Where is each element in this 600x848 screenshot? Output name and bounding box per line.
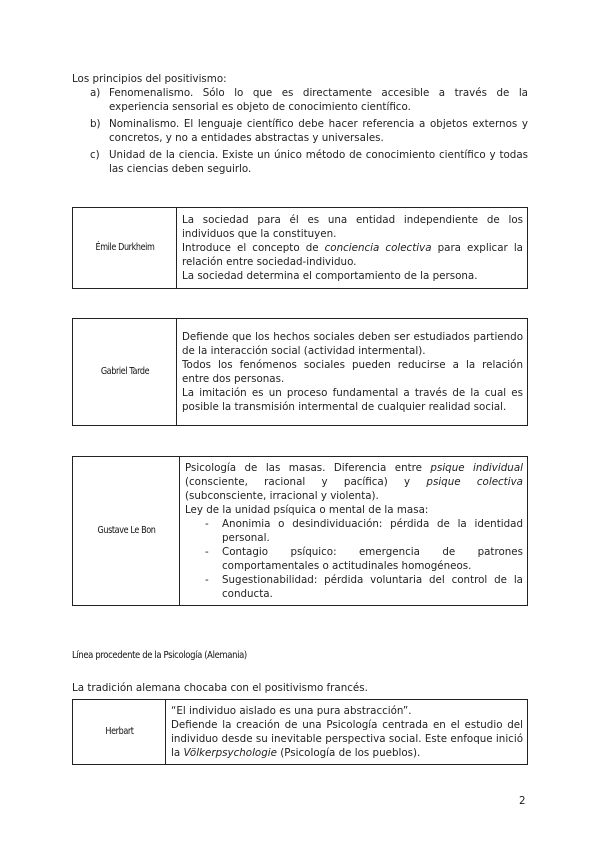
- description-line: Ley de la unidad psíquica o mental de la masa:: [185, 503, 429, 516]
- tarde-description: [177, 319, 528, 426]
- description-line: Introduce el concepto de conciencia colectiva para explicar la relación entre sociedad-individuo.: [182, 241, 523, 268]
- list-item: [72, 148, 528, 176]
- description-line: La sociedad determina el comportamiento de la persona.: [182, 269, 478, 282]
- lebon-name: Gustave Le Bon: [80, 457, 172, 606]
- mass-law-list: [185, 517, 523, 601]
- description-line: La imitación es un proceso fundamental a través de la cual es posible la transmisión intermental de cualquier realidad social.: [182, 386, 523, 413]
- durkheim-name: Émile Durkheim: [80, 208, 169, 289]
- durkheim-table: [72, 207, 528, 289]
- list-item: [72, 86, 528, 114]
- emphasis-text: psique individual: [430, 461, 523, 474]
- list-marker: b): [90, 118, 101, 130]
- description-line: Psicología de las masas. Diferencia entre psique individual (consciente, racional y pacífica) y psique colectiva (subconsciente, irracional y violenta).: [185, 461, 523, 502]
- lebon-description: [180, 457, 528, 606]
- herbart-description: [166, 700, 528, 765]
- principle-text: Fenomenalismo. Sólo lo que es directamente accesible a través de la experiencia sensorial es objeto de conocimiento científico.: [109, 87, 528, 113]
- herbart-name: Herbart: [79, 700, 159, 765]
- description-line: Todos los fenómenos sociales pueden reducirse a la relación entre dos personas.: [182, 358, 523, 385]
- page-number: 2: [519, 795, 526, 807]
- durkheim-description: [177, 208, 528, 289]
- lebon-table: [72, 456, 528, 606]
- emphasis-text: psique colectiva: [426, 475, 523, 488]
- description-line: Defiende la creación de una Psicología centrada en el estudio del individuo desde su inevitable perspectiva social. Este enfoque inició la Völkerpsychologie (Psicología de los pueblos).: [171, 718, 523, 759]
- description-line: Defiende que los hechos sociales deben ser estudiados partiendo de la interacción social (actividad intermental).: [182, 330, 523, 357]
- emphasis-text: Völkerpsychologie: [183, 746, 277, 759]
- list-marker: c): [90, 149, 100, 161]
- emphasis-text: conciencia colectiva: [324, 241, 432, 254]
- list-item: [72, 117, 528, 145]
- list-item: - Contagio psíquico: emergencia de patrones comportamentales o actitudinales homogéneos.: [185, 545, 523, 573]
- tarde-table: [72, 318, 528, 426]
- list-item: - Anonimia o desindividuación: pérdida de la identidad personal.: [185, 517, 523, 545]
- list-item: - Sugestionabilidad: pérdida voluntaria del control de la conducta.: [185, 573, 523, 601]
- principle-text: Nominalismo. El lenguaje científico debe hacer referencia a objetos externos y concretos, y no a entidades abstractas y universales.: [109, 118, 528, 144]
- positivism-principles-heading: Los principios del positivismo:: [72, 73, 227, 85]
- herbart-table: [72, 699, 528, 765]
- list-marker: a): [90, 87, 101, 99]
- description-line: La sociedad para él es una entidad independiente de los individuos que la constituyen.: [182, 213, 523, 240]
- tarde-name: Gabriel Tarde: [80, 319, 169, 426]
- section-heading: Línea procedente de la Psicología (Alemania): [72, 650, 247, 661]
- principles-list: [72, 86, 528, 179]
- section-intro: La tradición alemana chocaba con el positivismo francés.: [72, 682, 368, 694]
- description-line: “El individuo aislado es una pura abstracción”.: [171, 704, 412, 717]
- principle-text: Unidad de la ciencia. Existe un único método de conocimiento científico y todas las ciencias deben seguirlo.: [109, 149, 528, 175]
